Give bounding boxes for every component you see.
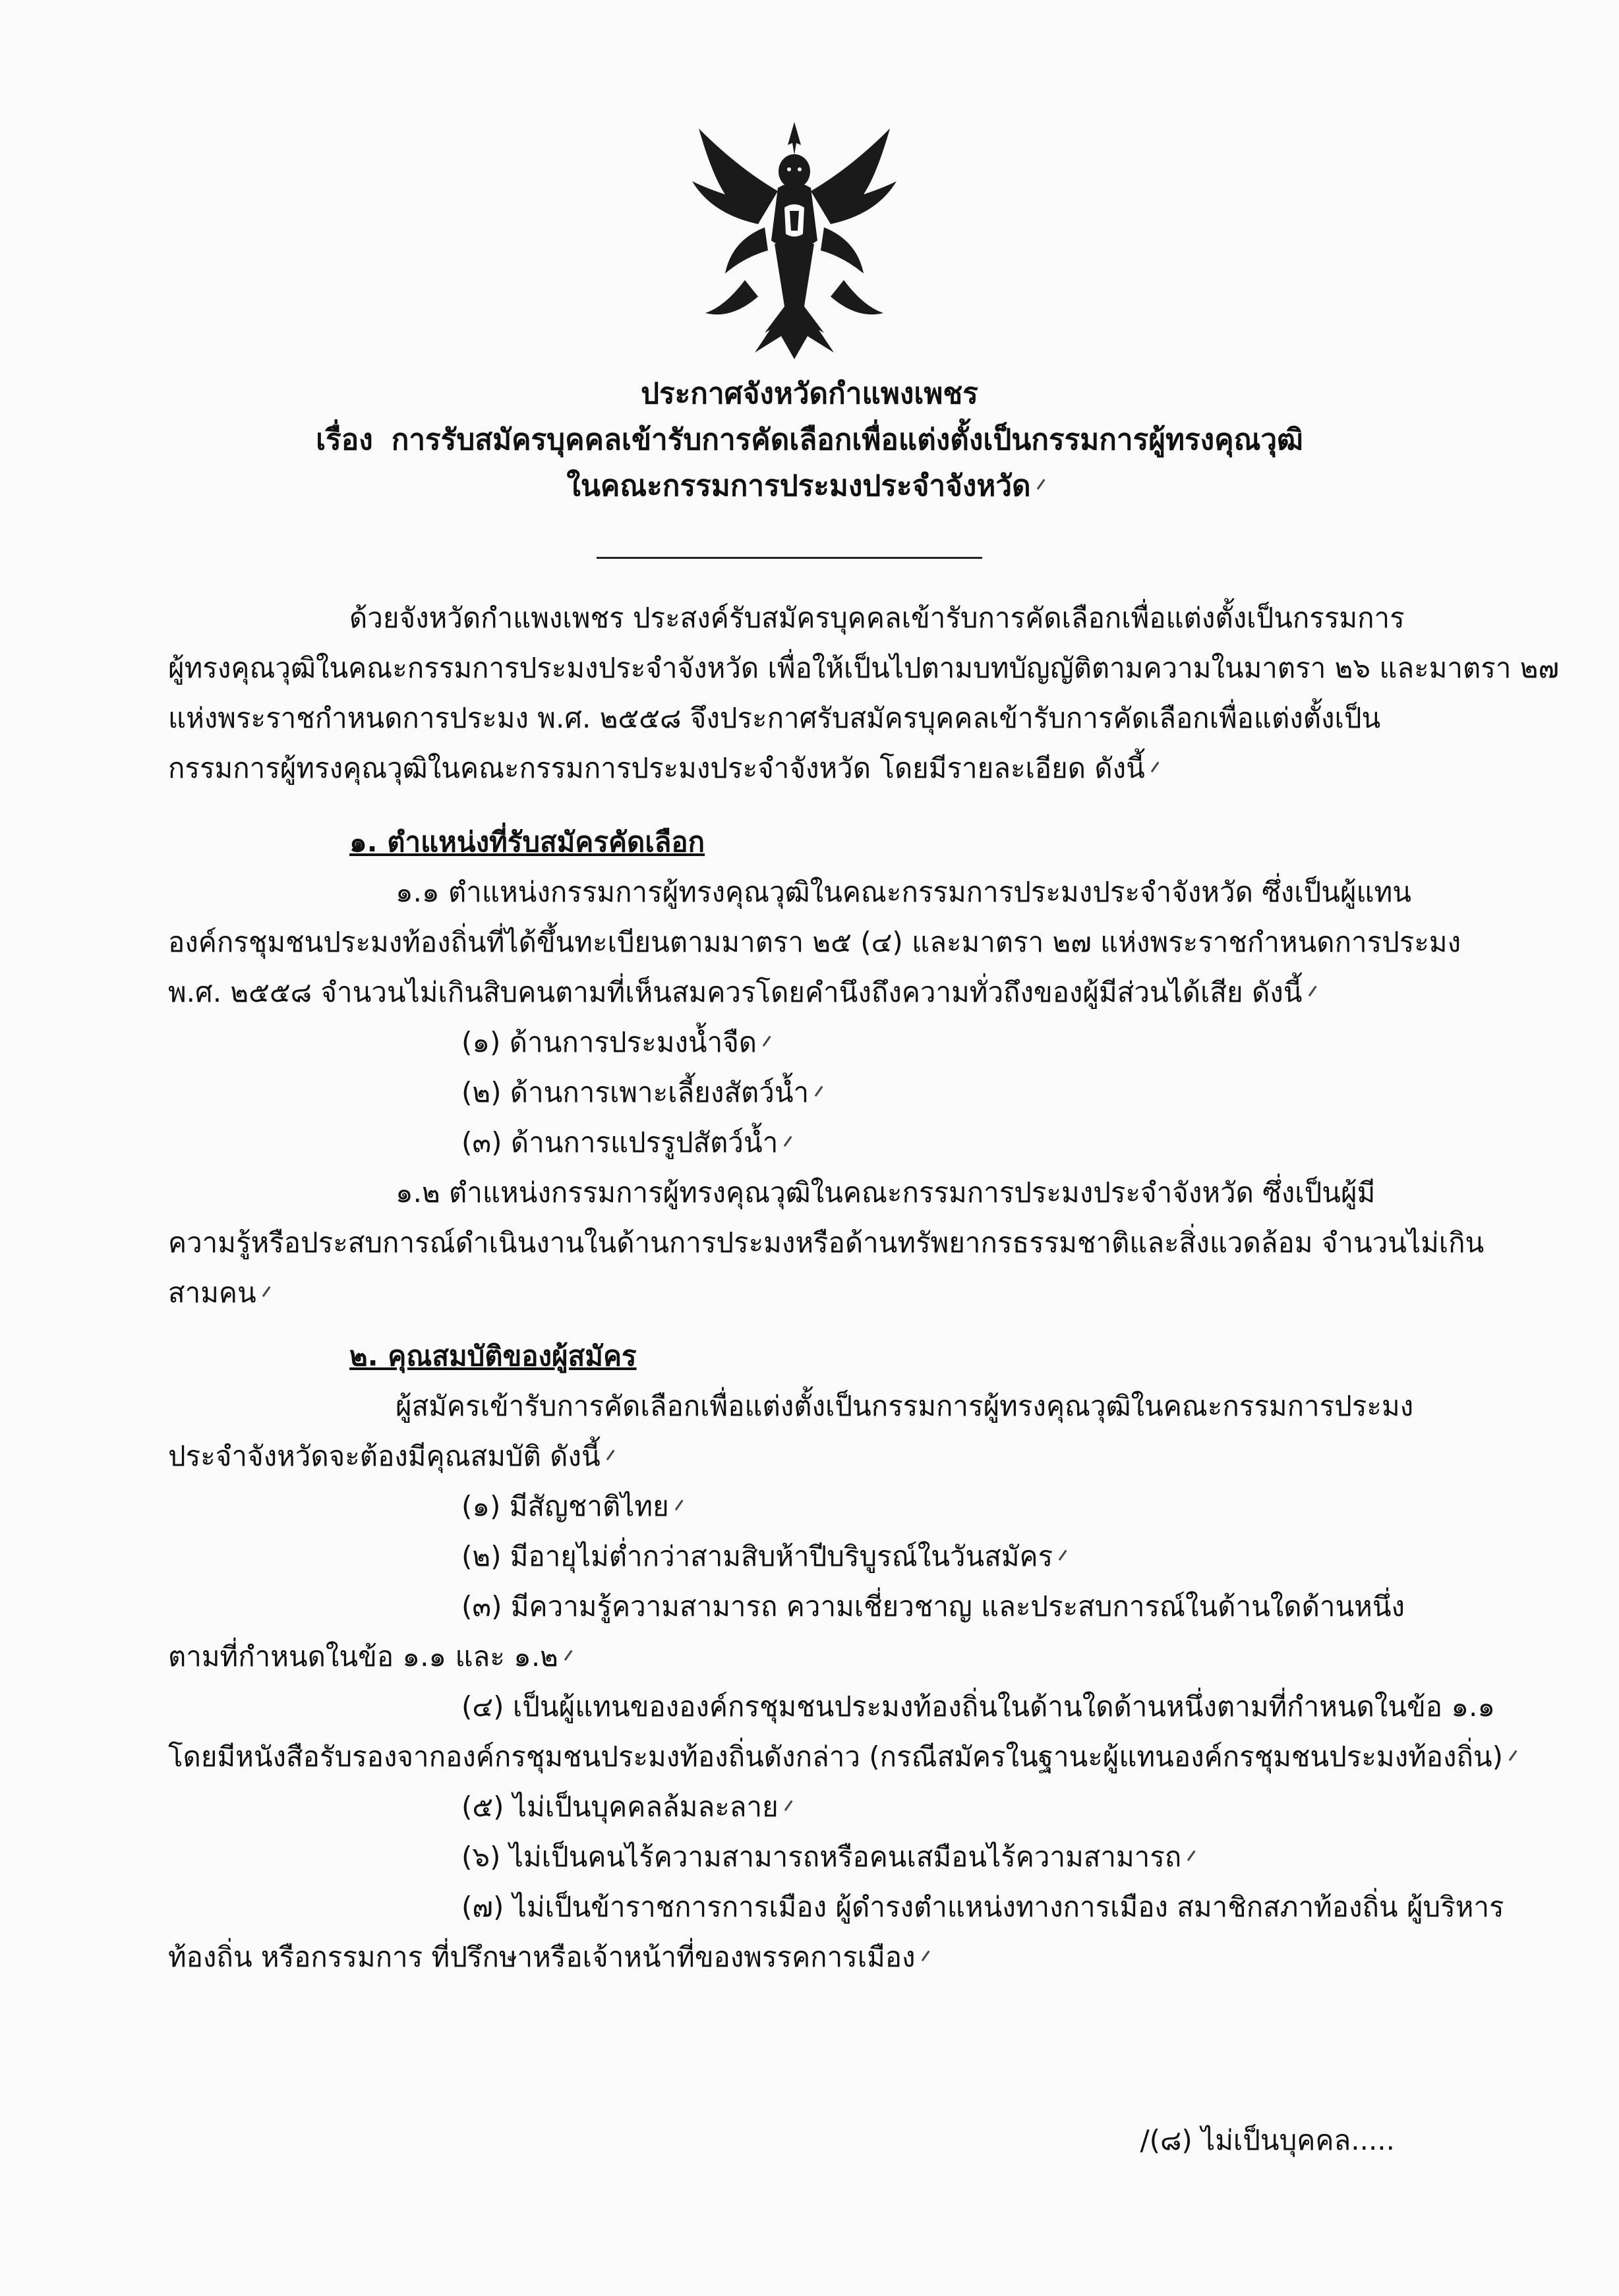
check-mark-icon [262,1286,280,1304]
list-item [168,1018,1407,1068]
qualification-item [168,1782,1407,1832]
section-1-1-line: องค์กรชุมชนประมงท้องถิ่นที่ได้ขึ้นทะเบียนตามมาตรา ๒๕ (๔) และมาตรา ๒๗ แห่งพระราชกำหนดการประมง [168,926,1461,958]
qualification-text: ท้องถิ่น หรือกรรมการ ที่ปรึกษาหรือเจ้าหน้าที่ของพรรคการเมือง [168,1941,916,1973]
section-1-2-text: สามคน [168,1277,256,1309]
intro-line [168,743,1407,793]
qualification-item: (๗) ไม่เป็นข้าราชการการเมือง ผู้ดำรงตำแหน่งทางการเมือง สมาชิกสภาท้องถิ่น ผู้บริหาร [461,1891,1504,1923]
section-2-intro-text: ประจำจังหวัดจะต้องมีคุณสมบัติ ดังนี้ [168,1440,601,1472]
qualification-item [168,1832,1407,1882]
check-mark-icon [1059,1549,1077,1567]
check-mark-icon [1187,1850,1206,1868]
qualification-item [168,1932,1407,1982]
qualification-item: (๓) มีความรู้ความสามารถ ความเชี่ยวชาญ และประสบการณ์ในด้านใดด้านหนึ่ง [461,1590,1405,1622]
section-1 [168,817,1485,1318]
section-2-intro-line [168,1431,1407,1481]
section-2-heading-text: ๒. คุณสมบัติของผู้สมัคร [349,1340,637,1372]
check-mark-icon [564,1650,583,1667]
intro-paragraph [168,593,1560,793]
qualification-item: (๔) เป็นผู้แทนขององค์กรชุมชนประมงท้องถิ่นในด้านใดด้านหนึ่งตามที่กำหนดในข้อ ๑.๑ [461,1690,1496,1723]
list-item [168,1068,1407,1118]
section-1-heading [168,817,1407,867]
check-mark-icon [674,1499,693,1517]
check-mark-icon [1509,1750,1527,1767]
check-mark-icon [784,1800,802,1818]
check-mark-icon [763,1035,781,1053]
subject-line-1 [0,418,1619,462]
announcement-title: ประกาศจังหวัดกำแพงเพชร [641,377,978,411]
page-continuation: /(๘) ไม่เป็นบุคคล..... [1140,2124,1395,2156]
section-1-1-text: พ.ศ. ๒๕๕๘ จำนวนไม่เกินสิบคนตามที่เห็นสมควรโดยคำนึงถึงความทั่วถึงของผู้มีส่วนได้เสีย ดังนี้ [168,976,1303,1008]
intro-line: ผู้ทรงคุณวุฒิในคณะกรรมการประมงประจำจังหวัด เพื่อให้เป็นไปตามบทบัญญัติตามความในมาตรา ๒๖ และมาตรา ๒๗ [168,652,1560,684]
section-1-1-line: ๑.๑ ตำแหน่งกรรมการผู้ทรงคุณวุฒิในคณะกรรมการประมงประจำจังหวัด ซึ่งเป็นผู้แทน [396,876,1412,908]
section-2-intro-line: ผู้สมัครเข้ารับการคัดเลือกเพื่อแต่งตั้งเป็นกรรมการผู้ทรงคุณวุฒิในคณะกรรมการประมง [396,1390,1414,1422]
qualification-item [168,1532,1407,1582]
qualification-text: (๖) ไม่เป็นคนไร้ความสามารถหรือคนเสมือนไร้ความสามารถ [461,1841,1182,1873]
list-item-text: (๑) ด้านการประมงน้ำจืด [461,1026,757,1058]
check-mark-icon [1308,985,1326,1003]
list-item-text: (๓) ด้านการแปรรูปสัตว์น้ำ [461,1126,779,1159]
qualification-text: (๕) ไม่เป็นบุคคลล้มละลาย [461,1791,779,1823]
qualification-text: โดยมีหนังสือรับรองจากองค์กรชุมชนประมงท้องถิ่นดังกล่าว (กรณีสมัครในฐานะผู้แทนองค์กรชุมชนประมงท้องถิ่น) [168,1740,1504,1773]
intro-line-text: กรรมการผู้ทรงคุณวุฒิในคณะกรรมการประมงประจำจังหวัด โดยมีรายละเอียด ดังนี้ [168,752,1145,784]
check-mark-icon [784,1135,802,1153]
qualification-item [168,1732,1504,1782]
section-1-2-line: ๑.๒ ตำแหน่งกรรมการผู้ทรงคุณวุฒิในคณะกรรมการประมงประจำจังหวัด ซึ่งเป็นผู้มี [396,1176,1376,1209]
section-1-1-line [168,967,1407,1018]
check-mark-icon [815,1085,833,1103]
qualification-item [168,1632,1407,1682]
list-item-text: (๒) ด้านการเพาะเลี้ยงสัตว์น้ำ [461,1076,810,1108]
section-1-heading-text: ๑. ตำแหน่งที่รับสมัครคัดเลือก [349,826,705,858]
subject-line-2 [0,465,1619,508]
check-mark-icon [1036,479,1055,497]
subject-text: การรับสมัครบุคคลเข้ารับการคัดเลือกเพื่อแต่งตั้งเป็นกรรมการผู้ทรงคุณวุฒิ [391,423,1303,457]
check-mark-icon [606,1449,624,1467]
section-1-2-line [168,1268,1407,1318]
list-item [168,1118,1407,1168]
qualification-text: ตามที่กำหนดในข้อ ๑.๑ และ ๑.๒ [168,1640,558,1673]
section-1-2-line: ความรู้หรือประสบการณ์ดำเนินงานในด้านการประมงหรือด้านทรัพยากรธรรมชาติและสิ่งแวดล้อม จำนวนไม่เกิน [168,1226,1485,1259]
check-mark-icon [1151,761,1169,779]
title-divider [597,557,982,559]
qualification-item [168,1481,1407,1532]
subject-label: เรื่อง [316,423,373,457]
qualification-text: (๑) มีสัญชาติไทย [461,1490,669,1522]
qualification-text: (๒) มีอายุไม่ต่ำกว่าสามสิบห้าปีบริบูรณ์ในวันสมัคร [461,1540,1053,1572]
section-2-heading [168,1331,1407,1381]
subject-text-2: ในคณะกรรมการประมงประจำจังหวัด [566,469,1031,503]
intro-line: แห่งพระราชกำหนดการประมง พ.ศ. ๒๕๕๘ จึงประกาศรับสมัครบุคคลเข้ารับการคัดเลือกเพื่อแต่งตั้งเป็น [168,702,1381,734]
check-mark-icon [921,1950,939,1968]
section-2 [168,1331,1504,1982]
garuda-emblem-icon [686,115,903,366]
intro-line: ด้วยจังหวัดกำแพงเพชร ประสงค์รับสมัครบุคคลเข้ารับการคัดเลือกเพื่อแต่งตั้งเป็นกรรมการ [349,602,1405,634]
